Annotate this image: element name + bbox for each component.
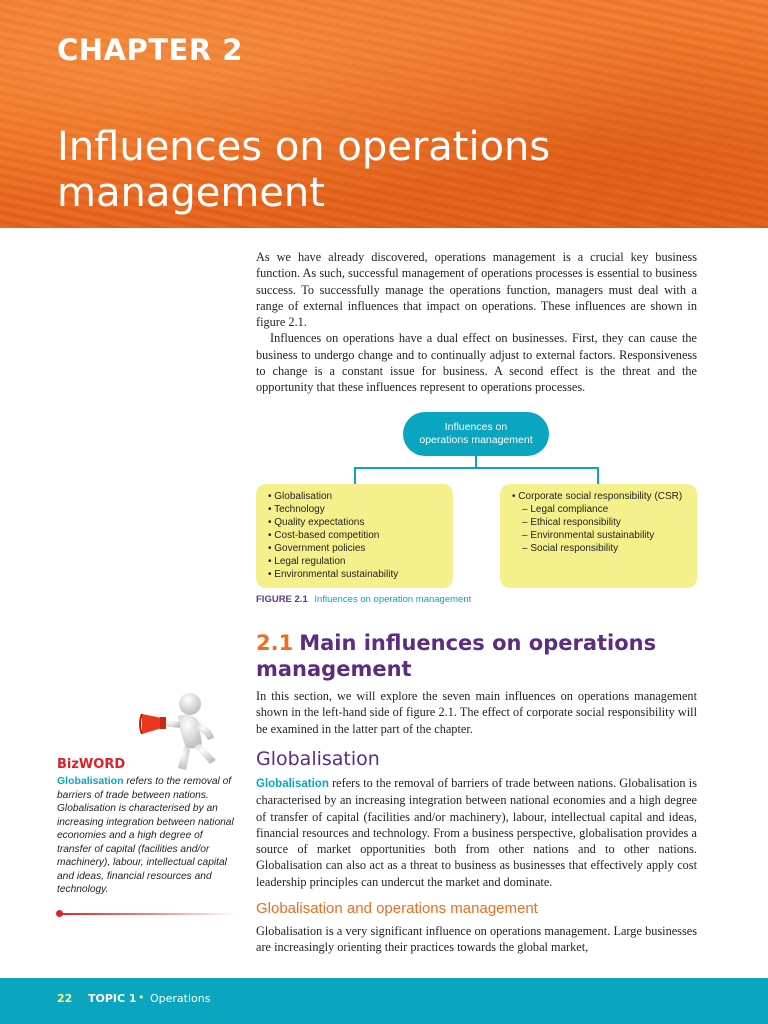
footer-separator: • <box>138 991 145 1004</box>
footer-topic: TOPIC 1 <box>88 992 137 1005</box>
section-intro: In this section, we will explore the seven main influences on operations management shown in the left-hand side of figure 2.1. The effect of corporate social responsibility will be examined in the latter part of the chapter. <box>256 689 697 736</box>
globalisation-paragraph <box>256 775 697 890</box>
figure-caption <box>256 594 471 605</box>
subsection-heading: Globalisation <box>256 748 380 770</box>
intro-paragraph-2: Influences on operations have a dual effect on businesses. First, they can cause the business to undergo change and to continually adjust to external factors. Responsiveness to change is a constant issue for business. A second effect is the threat and the opportunity that these influences represent to operations processes. <box>256 331 697 395</box>
bizword-definition <box>57 775 237 897</box>
figure-number: FIGURE 2.1 <box>256 594 308 605</box>
intro-text <box>256 249 697 396</box>
bizword-keyword: Globalisation <box>57 775 124 787</box>
page-footer <box>0 978 768 1024</box>
bizword-label: BizWORD <box>57 757 126 772</box>
connector-line <box>597 467 599 484</box>
diagram-root-node <box>403 412 549 456</box>
connector-line <box>354 467 599 469</box>
root-node-line-2: operations management <box>419 434 533 446</box>
diagram-right-box <box>500 484 697 588</box>
left-box-item: • Technology <box>268 504 325 515</box>
section-number: 2.1 <box>256 631 294 655</box>
right-box-subitem: – Legal compliance <box>522 504 609 515</box>
keyword: Globalisation <box>256 778 329 790</box>
right-box-item: • Corporate social responsibility (CSR) <box>512 491 683 502</box>
chapter-label: CHAPTER 2 <box>57 33 243 67</box>
right-box-subitem: – Ethical responsibility <box>522 517 621 528</box>
right-box-subitem: – Environmental sustainability <box>522 530 655 541</box>
influences-diagram <box>256 410 697 610</box>
section-title: Main influences on operations management <box>256 631 657 681</box>
subsection-heading-2: Globalisation and operations management <box>256 900 538 917</box>
diagram-left-box <box>256 484 453 588</box>
globalisation-body: refers to the removal of barriers of trade between nations. Globalisation is characterised by an increasing integration between national economies and a high degree of transfer of capital (facilities and/or machinery), labour, intellectual capital and ideas, financial resources and technology. From a business perspective, globalisation provides a source of market opportunities both from other nations and to other nations. Globalisation can also act as a threat to business as businesses that effectively apply cost leadership principles can undercut the market and dominate. <box>256 776 697 889</box>
chapter-title: Influences on operations management <box>57 124 551 216</box>
left-box-item: • Government policies <box>268 543 366 554</box>
megaphone-figure-icon <box>138 690 228 774</box>
globalisation-ops-paragraph: Globalisation is a very significant influence on operations management. Large businesses are increasingly orienting their practices towards the global market, <box>256 924 697 955</box>
footer-topic-name: Operations <box>150 992 211 1005</box>
figure-caption-text: Influences on operation management <box>314 594 472 605</box>
left-box-item: • Quality expectations <box>268 517 365 528</box>
bizword-divider <box>57 913 237 915</box>
page-number: 22 <box>57 992 73 1005</box>
chapter-header-banner <box>0 0 768 228</box>
left-box-item: • Legal regulation <box>268 556 346 567</box>
bizword-definition-text: refers to the removal of barriers of trade between nations. Globalisation is characterised by an increasing integration between national economies and a high degree of transfer of capital (facilities and/or machinery), labour, intellectual capital and ideas, financial resources and technology. <box>57 776 234 895</box>
connector-line <box>354 467 356 484</box>
left-box-item: • Cost-based competition <box>268 530 380 541</box>
intro-paragraph-1: As we have already discovered, operations management is a crucial key business function. As such, successful management of operations processes is essential to business success. To successfully manage the operations function, managers must deal with a range of external influences that impact on operations. These influences are shown in figure 2.1. <box>256 250 697 330</box>
right-box-subitem: – Social responsibility <box>522 543 619 554</box>
section-heading <box>256 630 696 682</box>
bizword-divider-dot <box>56 910 63 917</box>
left-box-item: • Globalisation <box>268 491 333 502</box>
left-box-item: • Environmental sustainability <box>268 569 399 580</box>
root-node-line-1: Influences on <box>444 421 508 433</box>
